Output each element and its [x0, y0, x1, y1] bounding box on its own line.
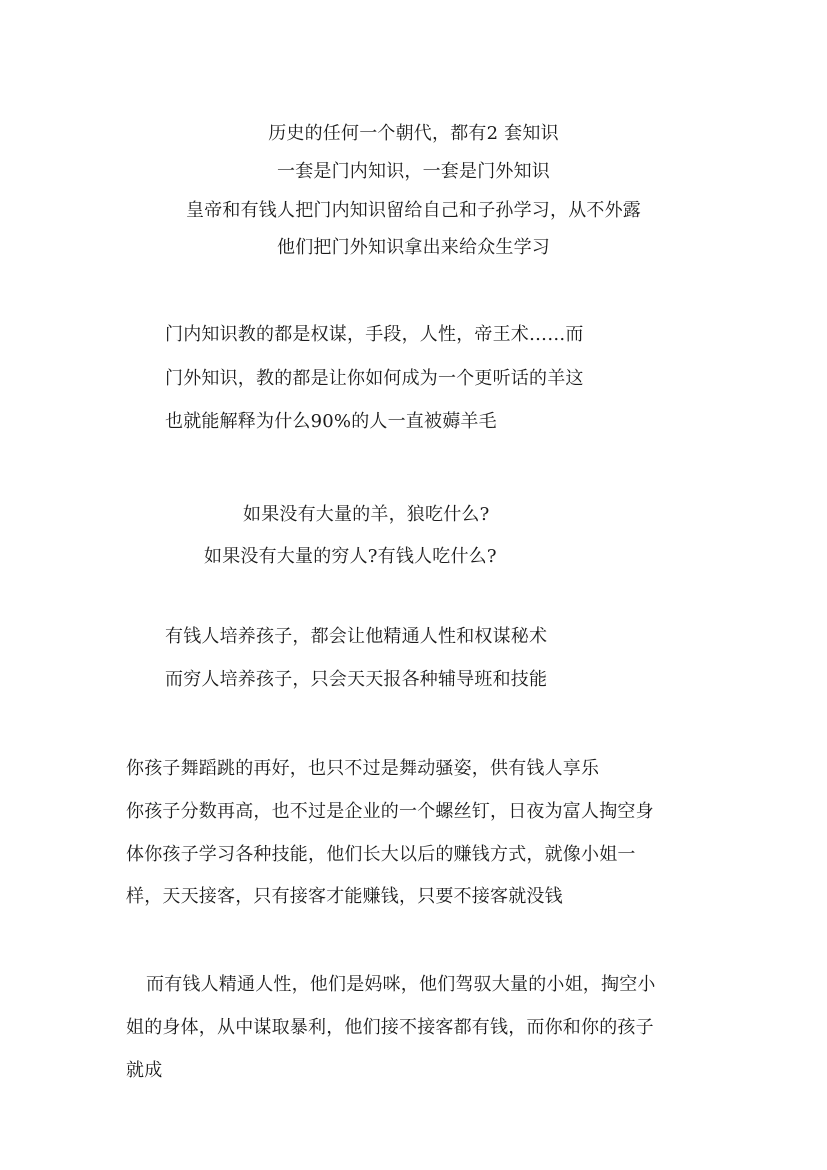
paragraph-line: 历史的任何一个朝代，都有2 套知识	[268, 123, 559, 144]
paragraph-line: 而穷人培养孩子，只会天天报各种辅导班和技能	[165, 669, 548, 690]
paragraph-line: 有钱人培养孩子，都会让他精通人性和权谋秘术	[165, 626, 548, 647]
paragraph-line: 皇帝和有钱人把门内知识留给自己和子孙学习，从不外露	[186, 200, 641, 221]
paragraph-line: 你孩子分数再高，也不过是企业的一个螺丝钉，日夜为富人掏空身	[126, 801, 654, 822]
paragraph-line: 姐的身体，从中谋取暴利，他们接不接客都有钱，而你和你的孩子	[126, 1017, 654, 1038]
paragraph-line: 一套是门内知识，一套是门外知识	[277, 161, 550, 182]
paragraph-line: 就成	[126, 1060, 163, 1081]
paragraph-line: 门内知识教的都是权谋，手段，人性，帝王术……而	[165, 324, 584, 345]
paragraph-line: 样，天天接客，只有接客才能赚钱，只要不接客就没钱	[126, 886, 563, 907]
paragraph-line: 如果没有大量的穷人?有钱人吃什么?	[204, 546, 497, 567]
paragraph-line: 他们把门外知识拿出来给众生学习	[277, 237, 550, 258]
paragraph-line: 体你孩子学习各种技能，他们长大以后的赚钱方式，就像小姐一	[126, 844, 636, 865]
paragraph-line: 门外知识，教的都是让你如何成为一个更听话的羊这	[165, 368, 584, 389]
paragraph-line: 而有钱人精通人性，他们是妈咪，他们驾驭大量的小姐，掏空小	[146, 974, 656, 995]
paragraph-line: 你孩子舞蹈跳的再好，也只不过是舞动骚姿，供有钱人享乐	[126, 758, 600, 779]
paragraph-line: 如果没有大量的羊，狼吃什么?	[243, 504, 490, 525]
paragraph-line: 也就能解释为什么90%的人一直被薅羊毛	[165, 411, 497, 432]
